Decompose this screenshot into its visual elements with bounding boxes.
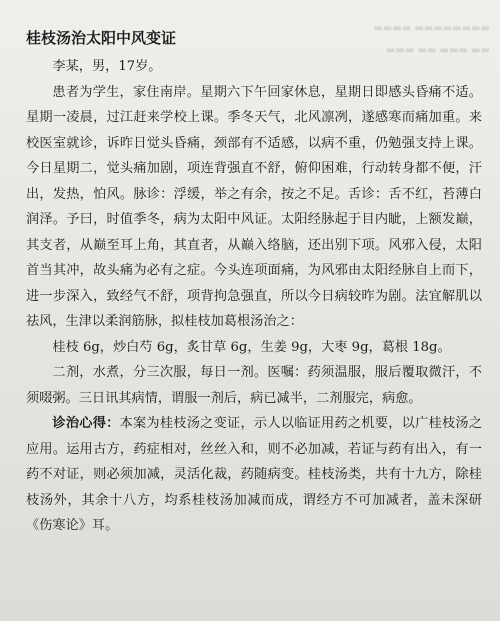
page-content — [26, 26, 482, 539]
commentary-label: 诊治心得： — [52, 416, 120, 431]
patient-info: 李某，男，17岁。 — [52, 59, 162, 74]
prescription-line: 桂枝 6g，炒白芍 6g，炙甘草 6g，生姜 9g，大枣 9g，葛根 18g。 — [52, 339, 451, 355]
section-title: 桂枝汤治太阳中风变证 — [26, 29, 177, 47]
case-paragraph: 患者为学生，家住南岸。星期六下午回家休息，星期日即感头昏痛不适。星期一凌晨，过江赶来学校上课。季冬天气，北风凛冽，遂感寒而痛加重。来校医室就诊，诉昨日觉头昏痛，颈部有不适感，以病不重，仍勉强支持上课。今日星期二，觉头痛加剧，项连背强直不舒，俯仰困难，行动转身都不便，汗出，发热，怕风。脉诊：浮缓，举之有余，按之不足。舌诊：舌不红，苔薄白润泽。予曰，时值季冬，病为太阳中风证。太阳经脉起于目内眦，上额发巅，其支者，从巅至耳上角，其直者，从巅入络脑，还出别下项。风邪入侵，太阳首当其冲，故头痛为必有之症。今头连项面痛，为风邪由太阳经脉自上而下，进一步深入，致经气不舒，项背拘急强直，所以今日病较昨为剧。法宜解肌以祛风，生津以柔润筋脉，拟桂枝加葛根汤治之： — [26, 84, 482, 329]
bleed-line: ▬▬▬▬▬▬▬▬ ▬▬▬▬ — [373, 23, 490, 34]
commentary-paragraph — [26, 411, 482, 539]
bleed-line: ▬▬ ▬▬▬ ▬▬ ▬▬▬ — [385, 45, 490, 56]
commentary-text: 本案为桂枝汤之变证，示人以临证用药之机要，以广桂枝汤之应用。运用古方，药症相对，丝丝入和，则不必加减，若证与药有出入，有一药不对证，则必须加减，灵活化裁，药随病变。桂枝汤类，共有十九方，除桂枝汤外，其余十八方，均系桂枝汤加减而成，谓经方不可加减者，盖未深研《伤寒论》耳。 — [26, 416, 483, 533]
dosage-paragraph: 二剂，水煮，分三次服，每日一剂。医嘱：药须温服，服后覆取微汗，不须啜粥。三日讯其病情，谓服一剂后，病已减半，二剂服完，病愈。 — [26, 365, 482, 406]
